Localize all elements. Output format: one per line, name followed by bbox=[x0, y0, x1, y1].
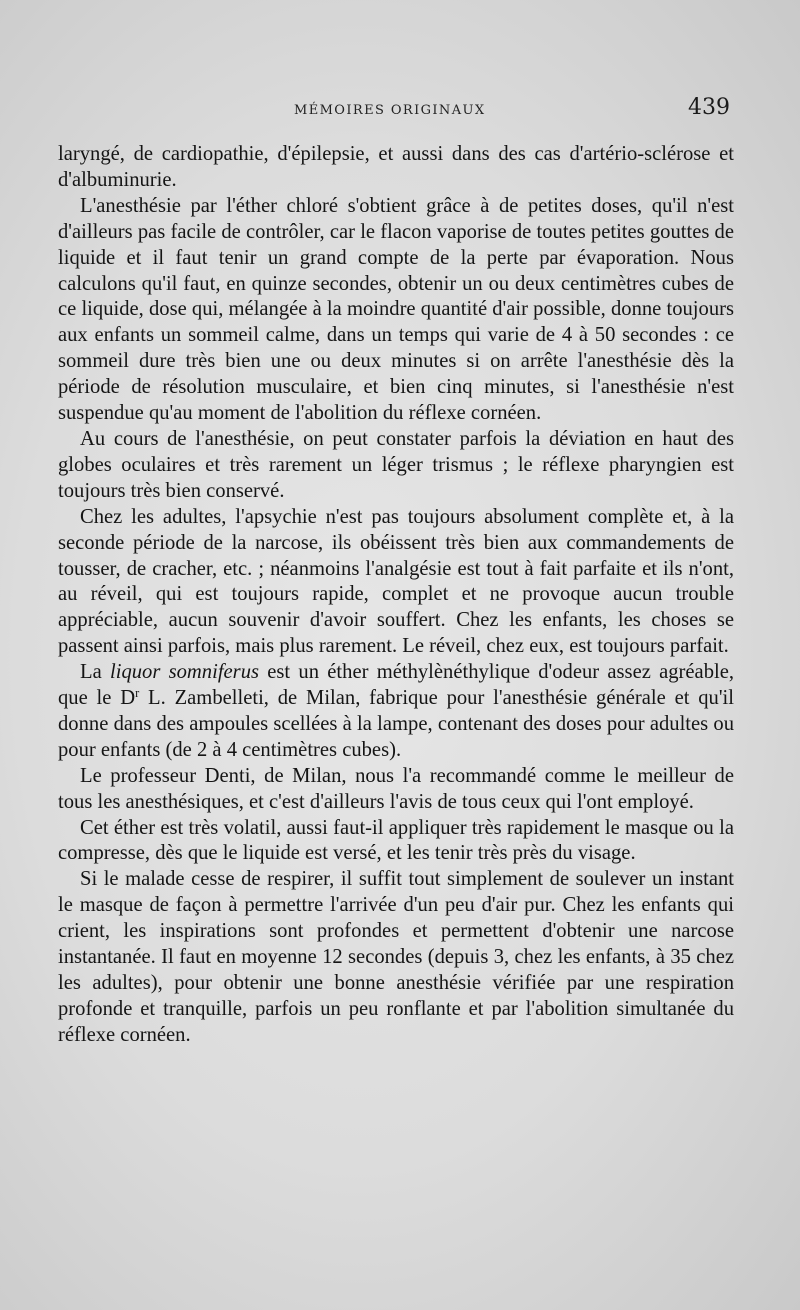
paragraph-denti: Le professeur Denti, de Milan, nous l'a recommandé comme le meilleur de tous les anesthésiques, et c'est d'ailleurs l'avis de tous ceux qui l'ont employé. bbox=[58, 764, 734, 813]
paragraph-deviation: Au cours de l'anesthésie, on peut constater parfois la déviation en haut des globes oculaires et très rarement un léger trismus ; le réflexe pharyngien est toujours très bien conservé. bbox=[58, 427, 734, 502]
liquor-mid: est un éther méthylènéthylique d'odeur assez agréable, que le D bbox=[58, 661, 735, 710]
page-number: 439 bbox=[688, 95, 730, 120]
liquor-lead: La bbox=[80, 661, 110, 684]
paragraph-continuation: laryngé, de cardiopathie, d'épilepsie, et aussi dans des cas d'artério-sclérose et d'albuminurie. bbox=[58, 143, 734, 191]
paragraph-adultes: Chez les adultes, l'apsychie n'est pas toujours absolument complète et, à la seconde période de la narcose, ils obéissent très bien aux commandements de tousser, de cracher, etc. ; néanmoins l'analgésie est tout à fait parfaite et ils n'ont, au réveil, qui est toujours rapide, complet et ne provoque aucun trouble appréciable, aucun souvenir d'avoir souffert. Chez les enfants, les choses se passent ainsi parfois, mais plus rarement. Le réveil, chez eux, est toujours parfait. bbox=[58, 505, 734, 658]
paragraph-respiration: Si le malade cesse de respirer, il suffit tout simplement de soulever un instant le masque de façon à permettre l'arrivée d'un peu d'air pur. Chez les enfants qui crient, les inspirations sont profondes et permettent d'obtenir une narcose instantanée. Il faut en moyenne 12 secondes (depuis 3, chez les enfants, à 35 chez les adultes), pour obtenir une bonne anesthésie vérifiée par une respiration profonde et tranquille, parfois un peu ronflante et par l'abolition simultanée du réflexe cornéen. bbox=[58, 868, 734, 1046]
liquor-term: liquor somniferus bbox=[110, 661, 260, 684]
paragraph-ether-chlore: L'anesthésie par l'éther chloré s'obtient grâce à de petites doses, qu'il n'est d'ailleurs pas facile de contrôler, car le flacon vaporise de toutes petites gouttes de liquide et il faut tenir un grand compte de la perte par évaporation. Nous calculons qu'il faut, en quinze secondes, obtenir un ou deux centimètres cubes de ce liquide, dose qui, mélangée à la moindre quantité d'air possible, donne toujours aux enfants un sommeil calme, dans un temps qui varie de 4 à 50 secondes : ce sommeil dure très bien une ou deux minutes si on arrête l'anesthésie dès la période de résolution musculaire, et bien cinq minutes, si l'anesthésie n'est suspendue qu'au moment de l'abolition du réflexe cornéen. bbox=[58, 194, 734, 425]
doctor-superscript: r bbox=[135, 686, 140, 701]
running-head bbox=[0, 95, 800, 129]
body-text bbox=[58, 142, 734, 1049]
running-title: MÉMOIRES ORIGINAUX bbox=[294, 103, 486, 118]
liquor-rest: L. Zambelleti, de Milan, fabrique pour l'anesthésie générale et qu'il donne dans des ampoules scellées à la lampe, contenant des doses pour adultes ou pour enfants (de 2 à 4 centimètres cubes). bbox=[58, 687, 735, 761]
paragraph-liquor-somniferus bbox=[58, 660, 734, 764]
paragraph-volatil: Cet éther est très volatil, aussi faut-il appliquer très rapidement le masque ou la compresse, dès que le liquide est versé, et les tenir très près du visage. bbox=[58, 816, 734, 865]
